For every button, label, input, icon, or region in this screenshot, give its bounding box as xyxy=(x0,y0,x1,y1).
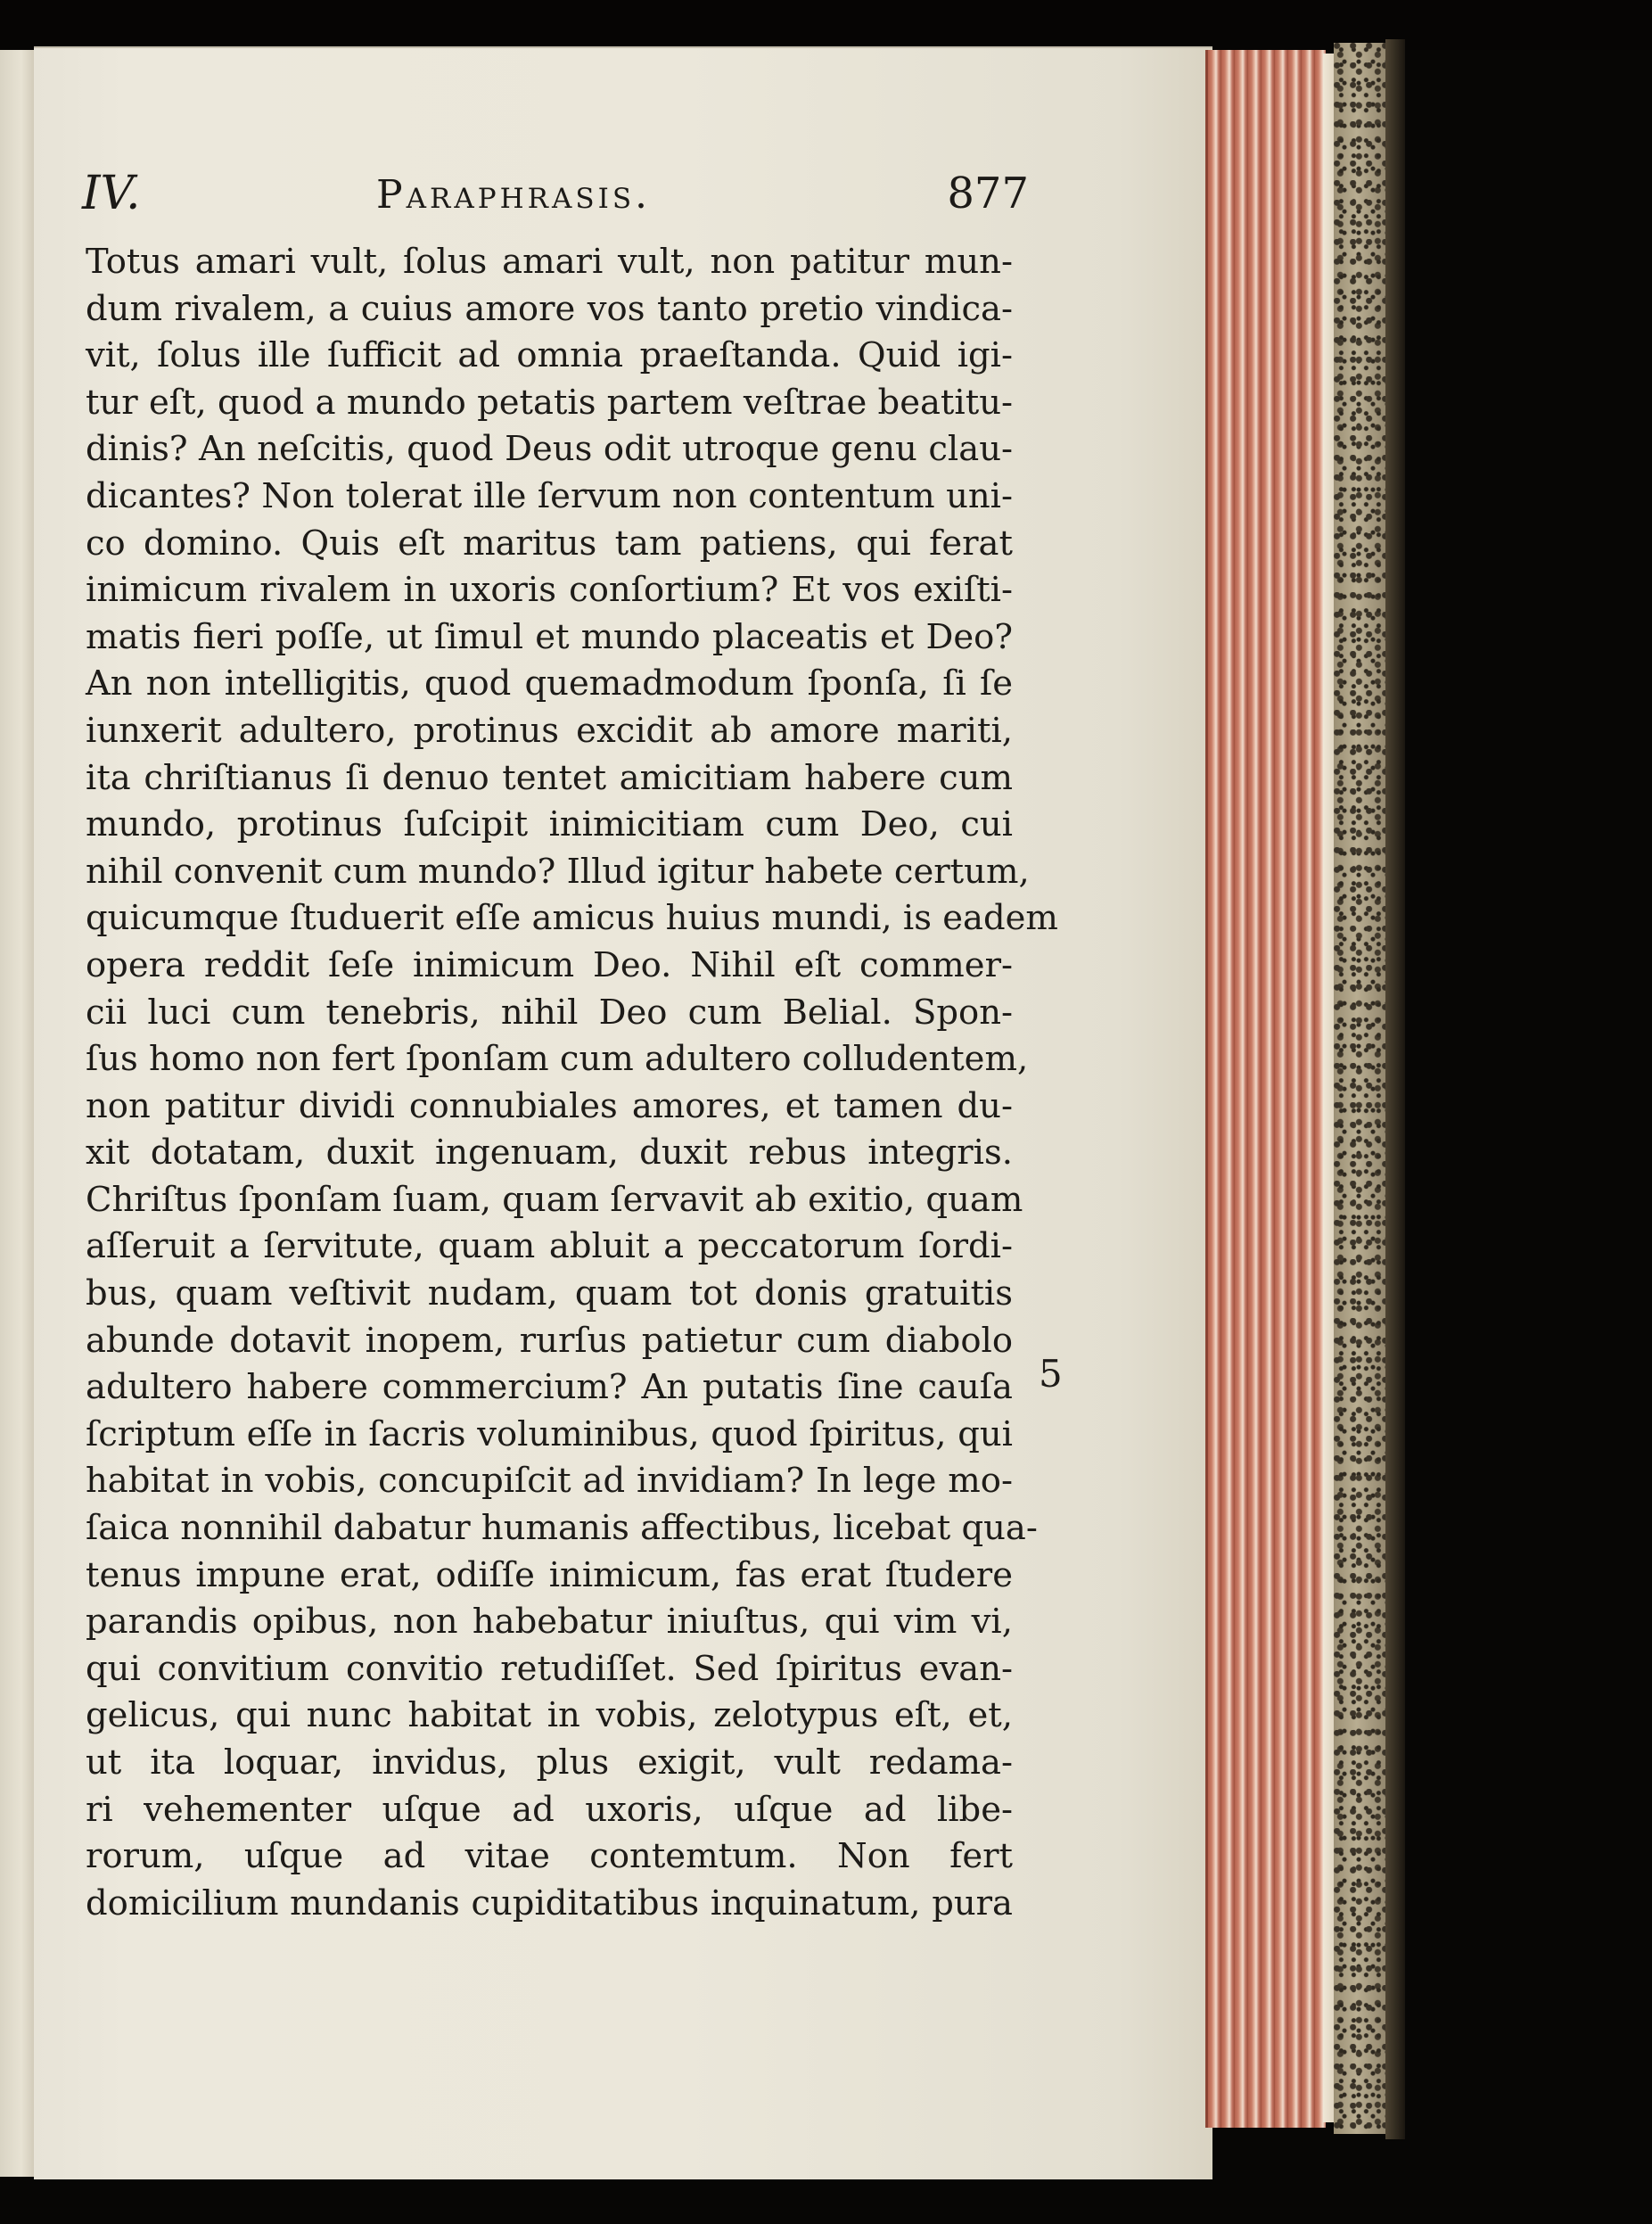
text-line: ita chriſtianus ſi denuo tentet amicitiam habere cum xyxy=(86,757,1013,798)
paraphrasis-text xyxy=(86,239,1058,1927)
text-line: nihil convenit cum mundo? Illud igitur habete certum, xyxy=(86,851,1030,892)
margin-verse-number: 5 xyxy=(1039,1352,1063,1396)
text-line: non patitur dividi connubiales amores, et tamen du- xyxy=(86,1085,1013,1126)
text-line: iunxerit adultero, protinus excidit ab amore mariti, xyxy=(86,710,1013,751)
running-header xyxy=(82,165,1029,227)
page-number: 877 xyxy=(947,169,1029,218)
text-line: Chriſtus ſponſam ſuam, quam ſervavit ab exitio, quam xyxy=(86,1179,1023,1220)
text-line: tur eſt, quod a mundo petatis partem veſtrae beatitu- xyxy=(86,382,1013,423)
text-line: An non intelligitis, quod quemadmodum ſponſa, ſi ſe xyxy=(86,663,1013,704)
text-line: cii luci cum tenebris, nihil Deo cum Belial. Spon- xyxy=(86,992,1013,1033)
page-fore-edge xyxy=(1205,50,1326,2128)
text-line: tenus impune erat, odiſſe inimicum, fas erat ſtudere xyxy=(86,1554,1013,1595)
text-line: mundo, protinus ſuſcipit inimicitiam cum Deo, cui xyxy=(86,804,1013,845)
text-line: aſſeruit a ſervitute, quam abluit a peccatorum ſordi- xyxy=(86,1226,1013,1267)
text-line: quicumque ſtuduerit eſſe amicus huius mundi, is eadem xyxy=(86,898,1058,939)
text-line: ſcriptum eſſe in ſacris voluminibus, quod ſpiritus, qui xyxy=(86,1413,1013,1454)
text-line: bus, quam veſtivit nudam, quam tot donis gratuitis xyxy=(86,1273,1013,1314)
left-page-binding xyxy=(0,50,37,2177)
section-number: IV. xyxy=(82,167,141,220)
cover-edge xyxy=(1385,39,1405,2139)
text-line: dum rivalem, a cuius amore vos tanto pretio vindica- xyxy=(86,288,1013,329)
text-line: inimicum rivalem in uxoris conſortium? Et vos exiſti- xyxy=(86,570,1013,611)
text-line: rorum, uſque ad vitae contemtum. Non fert xyxy=(86,1836,1013,1877)
text-line: ut ita loquar, invidus, plus exigit, vult redama- xyxy=(86,1742,1013,1783)
text-line: parandis opibus, non habebatur iniuſtus, qui vim vi, xyxy=(86,1602,1013,1643)
text-line: adultero habere commercium? An putatis ſine cauſa xyxy=(86,1367,1013,1408)
text-line: opera reddit ſeſe inimicum Deo. Nihil eſt commer- xyxy=(86,944,1013,985)
text-line: qui convitium convitio retudiſſet. Sed ſpiritus evan- xyxy=(86,1648,1013,1689)
text-line: ri vehementer uſque ad uxoris, uſque ad libe- xyxy=(86,1789,1013,1830)
text-line: co domino. Quis eſt maritus tam patiens, qui ferat xyxy=(86,523,1013,564)
text-line: gelicus, qui nunc habitat in vobis, zelotypus eſt, et, xyxy=(86,1695,1013,1736)
running-title: Paraphrasis. xyxy=(376,172,652,218)
marbled-cover-board xyxy=(1334,43,1391,2134)
text-line: domicilium mundanis cupiditatibus inquinatum, pura xyxy=(86,1882,1013,1923)
text-line: dicantes? Non tolerat ille ſervum non contentum uni- xyxy=(86,475,1013,516)
text-line: dinis? An neſcitis, quod Deus odit utroque genu clau- xyxy=(86,429,1013,470)
text-line: xit dotatam, duxit ingenuam, duxit rebus integris. xyxy=(86,1133,1013,1174)
text-line: vit, ſolus ille ſufficit ad omnia praeſtanda. Quid igi- xyxy=(86,335,1013,376)
text-line: ſus homo non fert ſponſam cum adultero colludentem, xyxy=(86,1039,1029,1080)
text-line: ſaica nonnihil dabatur humanis affectibus, licebat qua- xyxy=(86,1508,1038,1549)
text-line: habitat in vobis, concupiſcit ad invidiam? In lege mo- xyxy=(86,1461,1013,1502)
text-line: matis fieri poſſe, ut ſimul et mundo placeatis et Deo? xyxy=(86,616,1013,657)
text-line: Totus amari vult, ſolus amari vult, non patitur mun- xyxy=(86,242,1013,282)
text-line: abunde dotavit inopem, rurſus patietur cum diabolo xyxy=(86,1320,1013,1361)
